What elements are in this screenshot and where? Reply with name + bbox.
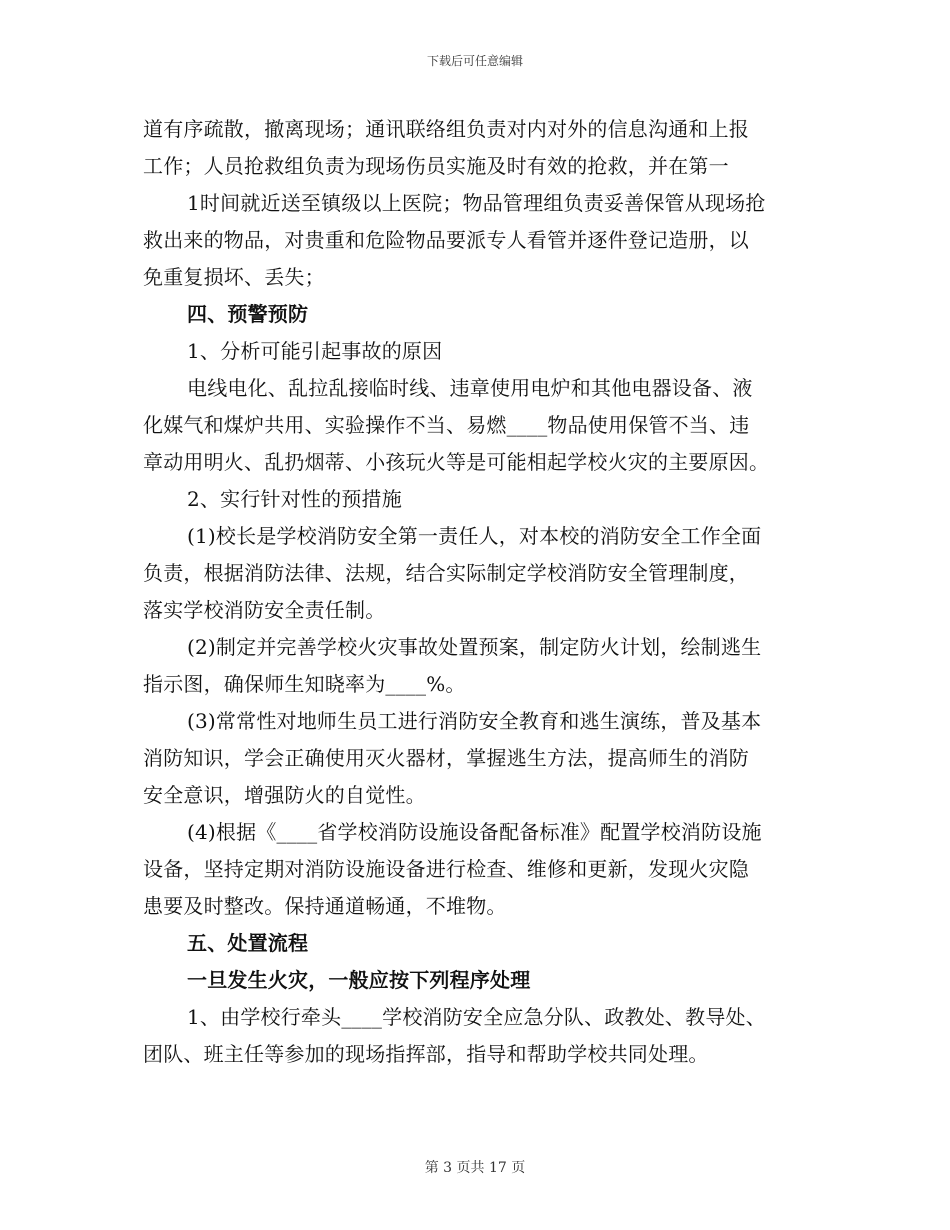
text-line: (3)常常性对地师生员工进行消防安全教育和逃生演练，普及基本 xyxy=(187,709,762,733)
text-line: 工作；人员抢救组负责为现场伤员实施及时有效的抢救，并在第一 xyxy=(143,154,729,178)
text-line: 救出来的物品，对贵重和危险物品要派专人看管并逐件登记造册，以 xyxy=(143,228,749,252)
page-header: 下载后可任意编辑 xyxy=(426,54,523,68)
text-line: (4)根据《____省学校消防设施设备配备标准》配置学校消防设施 xyxy=(187,820,762,844)
text-line: 患要及时整改。保持通道畅通，不堆物。 xyxy=(143,894,507,918)
text-line: 指示图，确保师生知晓率为____%。 xyxy=(143,672,466,696)
subsection-heading: 2、实行针对性的预措施 xyxy=(187,487,402,511)
subsection-heading: 1、分析可能引起事故的原因 xyxy=(187,339,443,363)
text-line: 安全意识，增强防火的自觉性。 xyxy=(143,783,426,807)
document-body xyxy=(143,111,813,1073)
section-heading: 四、预警预防 xyxy=(187,302,309,326)
page-footer: 第 3 页共 17 页 xyxy=(424,1160,526,1176)
text-line: (2)制定并完善学校火灾事故处置预案，制定防火计划，绘制逃生 xyxy=(187,635,762,659)
text-line: 章动用明火、乱扔烟蒂、小孩玩火等是可能相起学校火灾的主要原因。 xyxy=(143,450,770,474)
text-line: 化媒气和煤炉共用、实验操作不当、易燃____物品使用保管不当、违 xyxy=(143,413,750,437)
text-line: 负责，根据消防法律、法规，结合实际制定学校消防安全管理制度， xyxy=(143,561,749,585)
text-line: 1、由学校行牵头____学校消防安全应急分队、政教处、教导处、 xyxy=(187,1005,766,1029)
text-line: 电线电化、乱拉乱接临时线、违章使用电炉和其他电器设备、液 xyxy=(187,376,753,400)
text-line: 1时间就近送至镇级以上医院；物品管理组负责妥善保管从现场抢 xyxy=(187,191,766,215)
text-line: 消防知识，学会正确使用灭火器材，掌握逃生方法，提高师生的消防 xyxy=(143,746,749,770)
text-line: 落实学校消防安全责任制。 xyxy=(143,598,386,622)
text-line: 道有序疏散，撤离现场；通讯联络组负责对内对外的信息沟通和上报 xyxy=(143,117,749,141)
text-line: 团队、班主任等参加的现场指挥部，指导和帮助学校共同处理。 xyxy=(143,1042,709,1066)
text-line: 设备，坚持定期对消防设施设备进行检查、维修和更新，发现火灾隐 xyxy=(143,857,749,881)
subsection-heading: 一旦发生火灾，一般应按下列程序处理 xyxy=(187,968,531,992)
section-heading: 五、处置流程 xyxy=(187,931,309,955)
text-line: 免重复损坏、丢失； xyxy=(143,265,325,289)
text-line: (1)校长是学校消防安全第一责任人，对本校的消防安全工作全面 xyxy=(187,524,762,548)
